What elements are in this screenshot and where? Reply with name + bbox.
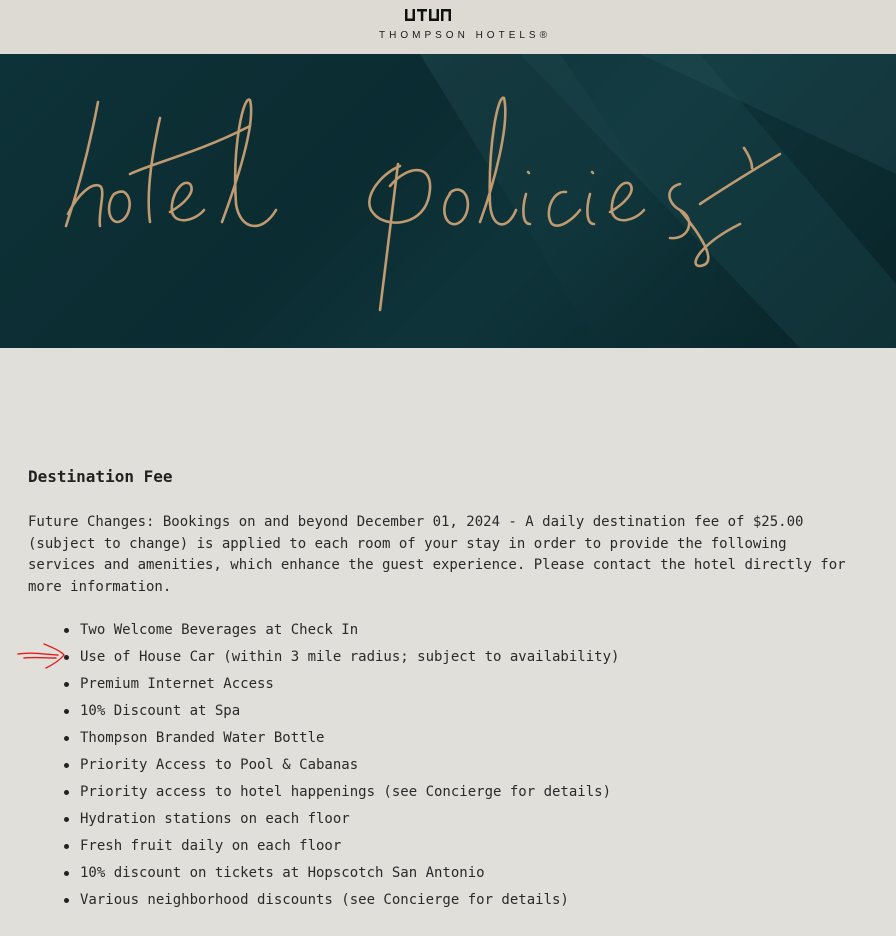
brand-name[interactable]: THOMPSON HOTELS® [379,30,551,41]
thompson-logo-icon[interactable] [404,8,452,22]
amenities-list [28,617,848,914]
list-item: Fresh fruit daily on each floor [80,833,848,860]
site-header [0,0,896,54]
section-title: Destination Fee [28,467,173,486]
list-item: Thompson Branded Water Bottle [80,725,848,752]
list-item: Priority Access to Pool & Cabanas [80,752,848,779]
list-item: Two Welcome Beverages at Check In [80,617,848,644]
list-item: Use of House Car (within 3 mile radius; subject to availability) [80,644,848,671]
list-item: Premium Internet Access [80,671,848,698]
list-item: 10% discount on tickets at Hopscotch San Antonio [80,860,848,887]
list-item: Priority access to hotel happenings (see Concierge for details) [80,779,848,806]
hero-banner [0,54,896,348]
list-item: 10% Discount at Spa [80,698,848,725]
list-item: Hydration stations on each floor [80,806,848,833]
policy-content [28,466,848,914]
list-item: Various neighborhood discounts (see Concierge for details) [80,887,848,914]
hero-script-title [0,54,896,348]
intro-paragraph: Future Changes: Bookings on and beyond December 01, 2024 - A daily destination fee of $25.00 (subject to change) is applied to each room of your stay in order to provide the following services and amenities, which enhance the guest experience. Please contact the hotel directly for more information. [28,514,846,596]
